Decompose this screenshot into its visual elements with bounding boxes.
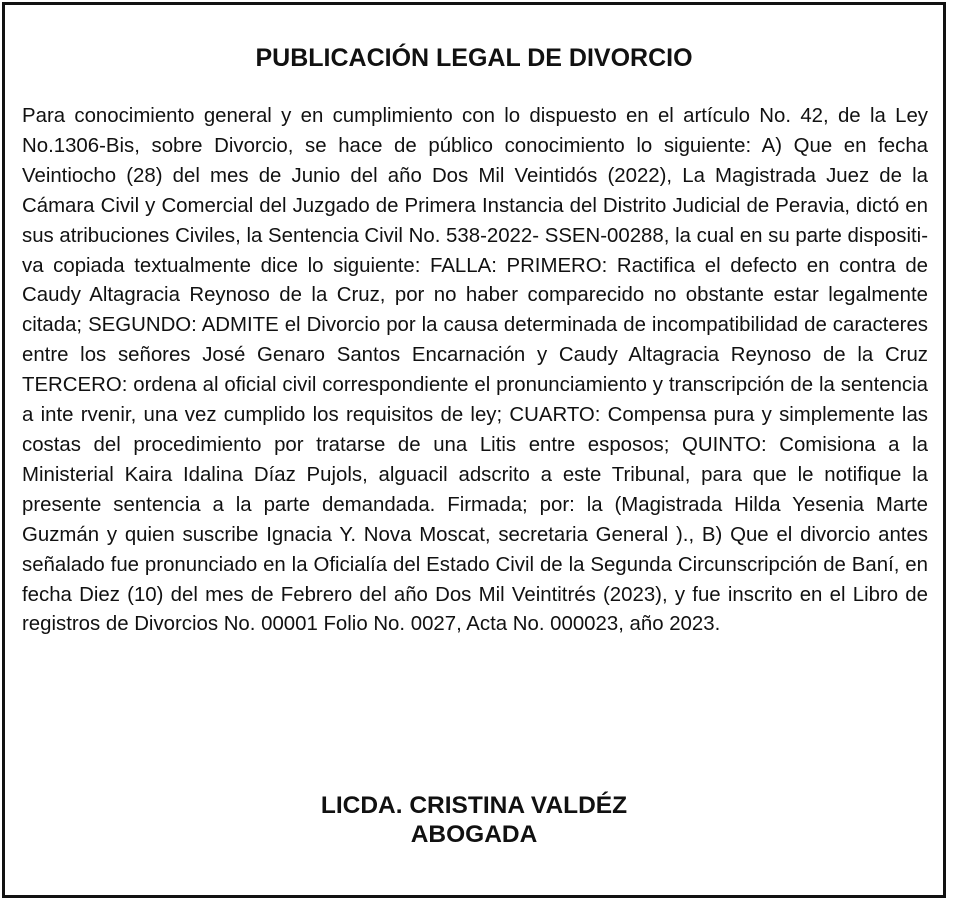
signature-name: LICDA. CRISTINA VALDÉZ [320,792,628,819]
notice-body: Para conocimiento general y en cumplimiento con lo dispuesto en el artículo No. 42, de la Ley No.1306-Bis, sobre Divorcio, se hace de público conocimiento lo siguiente: A) Que en fecha Veintiocho (28) del mes de Junio del año Dos Mil Veintidós (2022), La Magistrada Juez de la Cámara Civil y Comercial del Juzgado de Primera Instancia del Distrito Judicial de Peravia, dictó en sus atribuciones Civiles, la Sentencia Civil No. 538-2022- SSEN-00288, la cual en su parte dispositi-va copiada textualmente dice lo siguiente: FALLA: PRIMERO: Ractifica el defecto en contra de Caudy Altagracia Reynoso de la Cruz, por no haber comparecido no obstante estar legalmente citada; SEGUNDO: ADMITE el Divorcio por la causa determinada de incompatibilidad de caracteres entre los señores José Genaro Santos Encarnación y Caudy Altagracia Reynoso de la Cruz TERCERO: ordena al oficial civil correspondiente el pronunciamiento y transcripción de la sentencia a inte rvenir, una vez cumplido los requisitos de ley; CUARTO: Compensa pura y simplemente las costas del procedimiento por tratarse de una Litis entre esposos; QUINTO: Comisiona a la Ministerial Kaira Idalina Díaz Pujols, alguacil adscrito a este Tribunal, para que le notifique la presente sentencia a la parte demandada. Firmada; por: la (Magistrada Hilda Yesenia Marte Guzmán y quien suscribe Ignacia Y. Nova Moscat, secretaria General )., B) Que el divorcio antes señalado fue pronunciado en la Oficialía del Estado Civil de la Segunda Circunscripción de Baní, en fecha Diez (10) del mes de Febrero del año Dos Mil Veintitrés (2023), y fue inscrito en el Libro de registros de Divorcios No. 00001 Folio No. 0027, Acta No. 000023, año 2023. [22,105,928,636]
legal-notice-frame [2,2,946,898]
signature-title: ABOGADA [410,821,538,848]
notice-title: PUBLICACIÓN LEGAL DE DIVORCIO [255,44,693,72]
signature-block [5,791,943,849]
